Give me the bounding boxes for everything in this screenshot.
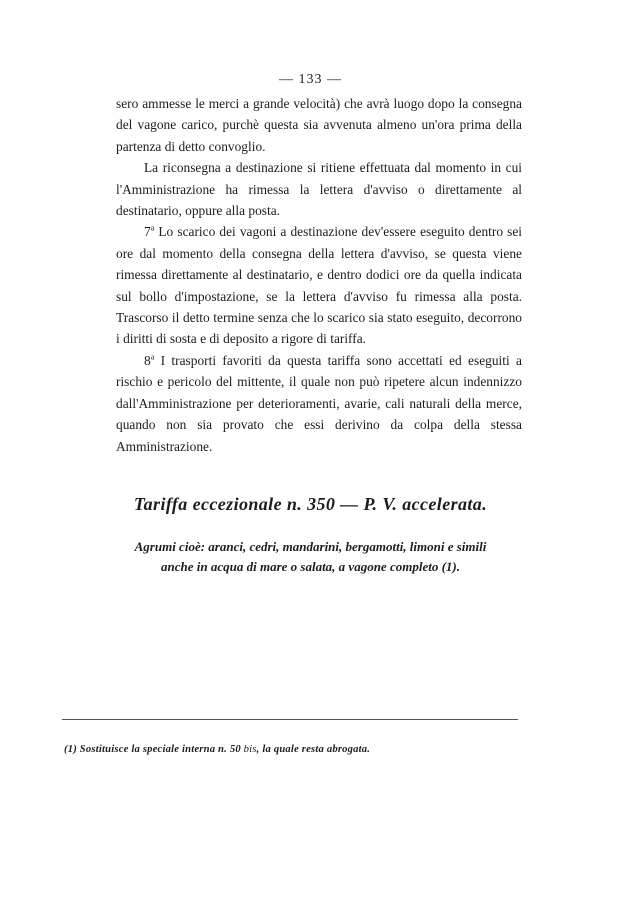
paragraph-4 xyxy=(116,350,522,457)
footnote-prefix: (1) Sostituisce la speciale interna n. 50 xyxy=(64,744,244,755)
page-number: — 133 — xyxy=(279,72,342,87)
subheading-line-2: anche in acqua di mare o salata, a vagone completo (1). xyxy=(161,559,460,574)
body-text xyxy=(116,93,522,457)
paragraph-1: sero ammesse le merci a grande velocità) che avrà luogo dopo la consegna del vagone carico, purchè questa sia avvenuta almeno un'ora prima della partenza di detto convoglio. xyxy=(116,96,522,154)
footnote xyxy=(64,744,534,755)
tariff-heading: Tariffa eccezionale n. 350 — P. V. accelerata. xyxy=(133,494,488,514)
footnote-bis: bis xyxy=(243,744,257,755)
paragraph-3-superscript: a xyxy=(150,223,155,233)
paragraph-2: La riconsegna a destinazione si ritiene effettuata dal momento in cui l'Amministrazione ha rimessa la lettera d'avviso o direttamente al destinatario, oppure alla posta. xyxy=(116,160,522,219)
footnote-suffix: , la quale resta abrogata. xyxy=(256,744,371,755)
paragraph-3 xyxy=(116,221,522,349)
paragraph-4-number: 8 xyxy=(144,352,151,368)
paragraph-4-superscript: a xyxy=(150,352,155,362)
footnote-divider xyxy=(62,719,518,720)
paragraph-3-number: 7 xyxy=(144,224,151,240)
tariff-subheading xyxy=(0,537,621,577)
paragraph-3-text: Lo scarico dei vagoni a destinazione dev'essere eseguito dentro sei ore dal momento della consegna della lettera d'avviso, se questa viene rimessa direttamente al destinatario, e dentro dodici ore da quella indicata sul bollo d'impostazione, se la lettera d'avviso fu rimessa alla posta. Trascorso il detto termine senza che lo scarico sia stato eseguito, decorrono i diritti di sosta e di deposito a rigore di tariffa. xyxy=(116,224,522,347)
subheading-line-1: Agrumi cioè: aranci, cedri, mandarini, bergamotti, limoni e simili xyxy=(134,539,487,554)
paragraph-4-text: I trasporti favoriti da questa tariffa sono accettati ed eseguiti a rischio e pericolo del mittente, il quale non può ripetere alcun indennizzo dall'Amministrazione per deterioramenti, avarie, cali naturali della merce, quando non sia provato che essi derivino da colpa della stessa Amministrazione. xyxy=(116,352,522,454)
